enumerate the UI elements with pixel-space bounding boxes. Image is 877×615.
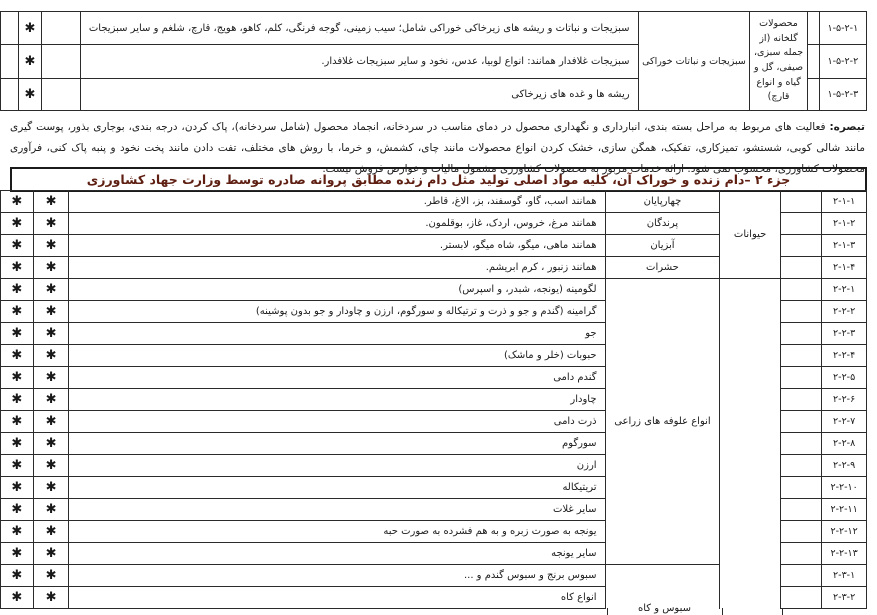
description-cell: لگومینه (یونجه، شبدر، و اسپرس) <box>69 279 605 301</box>
exempt-star-icon: ✱ <box>1 433 34 455</box>
row-code: ۲-۲-۱۲ <box>830 526 858 537</box>
description-cell: ریشه ها و غده های زیرخاکی <box>80 79 638 111</box>
spacer-cell <box>780 543 821 565</box>
row-code: ۲-۲-۱۱ <box>830 504 858 515</box>
exempt-star-icon: ✱ <box>1 543 34 565</box>
row-code: ۲-۲-۸ <box>833 438 856 449</box>
spacer-cell <box>780 455 821 477</box>
exempt-star-icon: ✱ <box>1 587 34 609</box>
code-cell <box>822 301 867 323</box>
row-code: ۱-۵-۲-۲ <box>827 56 859 67</box>
code-cell <box>822 499 867 521</box>
row-code: ۱-۵-۲-۱ <box>827 22 859 34</box>
exempt-star-icon: ✱ <box>1 279 34 301</box>
spacer-cell <box>780 565 821 587</box>
bran-straw-subgroup-label: سبوس و کاه <box>637 603 691 614</box>
spacer-cell <box>42 79 80 111</box>
row-code: ۲-۲-۶ <box>833 394 856 405</box>
row-code: ۲-۱-۲ <box>833 218 856 229</box>
exempt-star-icon: ✱ <box>33 213 69 235</box>
table-row <box>1 12 867 45</box>
description-cell: تریتیکاله <box>69 477 605 499</box>
spacer-cell <box>780 499 821 521</box>
exempt-star-icon: ✱ <box>1 213 34 235</box>
description-cell: ذرت دامی <box>69 411 605 433</box>
row-code: ۲-۲-۱۳ <box>830 548 858 559</box>
description-cell: گندم دامی <box>69 367 605 389</box>
spacer-cell <box>780 213 821 235</box>
exempt-star-icon: ✱ <box>18 12 42 45</box>
code-cell <box>822 587 867 609</box>
code-cell <box>822 521 867 543</box>
group-cell-greenhouse: محصولات گلخانه (از جمله سبزی، صیفی، گل و گیاه و انواع قارچ) <box>750 12 807 111</box>
exempt-star-icon: ✱ <box>1 455 34 477</box>
row-code: ۲-۲-۱۰ <box>830 482 858 493</box>
exempt-star-icon: ✱ <box>33 323 69 345</box>
code-cell <box>822 543 867 565</box>
section-header-text: جزء ۲ –دام زنده و خوراک آن، کلیه مواد اصلی تولید مثل دام زنده مطابق پروانه صادره توسط وزارت جهاد کشاورزی <box>86 172 791 187</box>
code-cell <box>819 12 866 45</box>
column-border-extension <box>722 608 723 615</box>
row-code: ۲-۲-۲ <box>833 306 856 317</box>
exempt-star-icon: ✱ <box>33 521 69 543</box>
spacer-cell <box>1 12 19 45</box>
code-cell <box>822 235 867 257</box>
spacer-cell <box>42 12 80 45</box>
description-cell: همانند زنبور ، کرم ابریشم. <box>69 257 605 279</box>
greenhouse-products-table <box>0 11 867 111</box>
exempt-star-icon: ✱ <box>1 345 34 367</box>
exempt-star-icon: ✱ <box>1 257 34 279</box>
exempt-star-icon: ✱ <box>33 389 69 411</box>
exempt-star-icon: ✱ <box>1 367 34 389</box>
row-code: ۲-۲-۹ <box>833 460 856 471</box>
note-text: فعالیت های مربوط به مراحل بسته بندی، انبارداری و نگهداری محصول در دمای مناسب در سردخانه، انجماد محصول (شامل سردخانه)، پاک کردن، درجه بندی، بوجاری بذور، پوست گیری مانند شالی کوبی، شستشو، تمیزکاری، تفکیک، همگن سازی، خشک کردن انواع محصولات مانند چای، کشمش، و خرما، با روش های مختلف، تفت دادن مانند پخت نخود و پنبه پاک کنی، فرآوری محصولات کشاورزی، محسوب نمی شود. ارائه خدمات مزبور به محصولات کشاورزی مشمول مالیات و عوارض فروش نیست. <box>10 121 865 175</box>
table-row <box>1 279 867 301</box>
spacer-cell <box>780 367 821 389</box>
code-cell <box>822 455 867 477</box>
exempt-star-icon: ✱ <box>33 587 69 609</box>
subgroup-cell: چهارپایان <box>605 191 720 213</box>
livestock-feed-table <box>0 190 867 609</box>
row-code: ۲-۳-۱ <box>833 570 856 581</box>
code-cell <box>822 257 867 279</box>
row-code: ۲-۲-۳ <box>833 328 856 339</box>
spacer-cell <box>780 323 821 345</box>
exempt-star-icon: ✱ <box>33 367 69 389</box>
code-cell <box>819 79 866 111</box>
exempt-star-icon: ✱ <box>33 455 69 477</box>
table-row <box>1 191 867 213</box>
code-cell <box>822 477 867 499</box>
spacer-cell <box>780 433 821 455</box>
spacer-cell <box>1 79 19 111</box>
code-cell <box>822 565 867 587</box>
description-cell: حبوبات (خلر و ماشک) <box>69 345 605 367</box>
spacer-cell <box>780 301 821 323</box>
exempt-star-icon: ✱ <box>18 79 42 111</box>
column-border-extension <box>782 608 783 615</box>
spacer-cell <box>42 45 80 79</box>
code-cell <box>822 213 867 235</box>
description-cell: سبزیجات و نباتات و ریشه های زیرخاکی خوراکی شامل؛ سیب زمینی، گوجه فرنگی، کلم، کاهو، هویج، قارچ، شلغم و سایر سبزیجات <box>80 12 638 45</box>
spacer-cell <box>780 279 821 301</box>
exempt-star-icon: ✱ <box>18 45 42 79</box>
exempt-star-icon: ✱ <box>1 521 34 543</box>
group-cell-animals: حیوانات <box>720 191 781 279</box>
exempt-star-icon: ✱ <box>1 477 34 499</box>
exempt-star-icon: ✱ <box>33 543 69 565</box>
spacer-cell <box>780 257 821 279</box>
spacer-cell <box>780 587 821 609</box>
description-cell: سبزیجات غلافدار همانند: انواع لوبیا، عدس، نخود و سایر سبزیجات غلافدار. <box>80 45 638 79</box>
subgroup-cell: پرندگان <box>605 213 720 235</box>
spacer-cell <box>780 191 821 213</box>
description-cell: سبوس برنج و سبوس گندم و ... <box>69 565 605 587</box>
exempt-star-icon: ✱ <box>33 565 69 587</box>
exempt-star-icon: ✱ <box>1 323 34 345</box>
row-code: ۲-۲-۵ <box>833 372 856 383</box>
description-cell: ارزن <box>69 455 605 477</box>
row-code: ۲-۱-۴ <box>833 262 856 273</box>
exempt-star-icon: ✱ <box>33 257 69 279</box>
exempt-star-icon: ✱ <box>33 345 69 367</box>
spacer-cell <box>780 411 821 433</box>
spacer-cell <box>807 12 819 45</box>
subgroup-cell-bran-straw <box>605 565 720 609</box>
code-cell <box>822 433 867 455</box>
exempt-star-icon: ✱ <box>1 191 34 213</box>
spacer-cell <box>807 45 819 79</box>
exempt-star-icon: ✱ <box>1 565 34 587</box>
code-cell <box>822 323 867 345</box>
spacer-cell <box>780 235 821 257</box>
row-code: ۲-۲-۱ <box>833 284 856 295</box>
exempt-star-icon: ✱ <box>1 235 34 257</box>
exempt-star-icon: ✱ <box>1 389 34 411</box>
spacer-cell <box>780 345 821 367</box>
exempt-star-icon: ✱ <box>33 235 69 257</box>
exempt-star-icon: ✱ <box>1 499 34 521</box>
code-cell <box>819 45 866 79</box>
spacer-cell <box>780 521 821 543</box>
exempt-star-icon: ✱ <box>33 433 69 455</box>
code-cell <box>822 279 867 301</box>
code-cell <box>822 411 867 433</box>
description-cell: سورگوم <box>69 433 605 455</box>
description-cell: سایر یونجه <box>69 543 605 565</box>
description-cell: چاودار <box>69 389 605 411</box>
code-cell <box>822 367 867 389</box>
exempt-star-icon: ✱ <box>1 411 34 433</box>
row-code: ۱-۵-۲-۳ <box>827 89 859 100</box>
exempt-star-icon: ✱ <box>33 301 69 323</box>
subgroup-cell: حشرات <box>605 257 720 279</box>
description-cell: همانند مرغ، خروس، اردک، غاز، بوقلمون. <box>69 213 605 235</box>
code-cell <box>822 345 867 367</box>
description-cell: همانند ماهی، میگو، شاه میگو، لابستر. <box>69 235 605 257</box>
row-code: ۲-۱-۳ <box>833 240 856 251</box>
exempt-star-icon: ✱ <box>1 301 34 323</box>
subgroup-cell-forage: انواع علوفه های زراعی <box>605 279 720 565</box>
exempt-star-icon: ✱ <box>33 477 69 499</box>
spacer-cell <box>780 389 821 411</box>
description-cell: همانند اسب، گاو، گوسفند، بز، الاغ، قاطر. <box>69 191 605 213</box>
spacer-cell <box>780 477 821 499</box>
description-cell: یونجه به صورت زبره و به هم فشرده به صورت حبه <box>69 521 605 543</box>
category-cell-vegetables: سبزیجات و نباتات خوراکی <box>638 12 750 111</box>
row-code: ۲-۲-۷ <box>833 416 856 427</box>
row-code: ۲-۲-۴ <box>833 350 856 361</box>
spacer-cell <box>1 45 19 79</box>
description-cell: جو <box>69 323 605 345</box>
group-cell-feed-merged <box>720 279 781 609</box>
spacer-cell <box>807 79 819 111</box>
description-cell: سایر غلات <box>69 499 605 521</box>
section-header <box>10 167 867 192</box>
exempt-star-icon: ✱ <box>33 411 69 433</box>
description-cell: انواع کاه <box>69 587 605 609</box>
note-label: تبصره: <box>829 121 865 133</box>
exempt-star-icon: ✱ <box>33 191 69 213</box>
subgroup-cell: آبزیان <box>605 235 720 257</box>
exempt-star-icon: ✱ <box>33 499 69 521</box>
code-cell <box>822 191 867 213</box>
description-cell: گرامینه (گندم و جو و ذرت و ترتیکاله و سورگوم، ارزن و چاودار و جو بدون پوشینه) <box>69 301 605 323</box>
code-cell <box>822 389 867 411</box>
row-code: ۲-۳-۲ <box>833 592 856 603</box>
row-code: ۲-۱-۱ <box>833 196 856 207</box>
exempt-star-icon: ✱ <box>33 279 69 301</box>
